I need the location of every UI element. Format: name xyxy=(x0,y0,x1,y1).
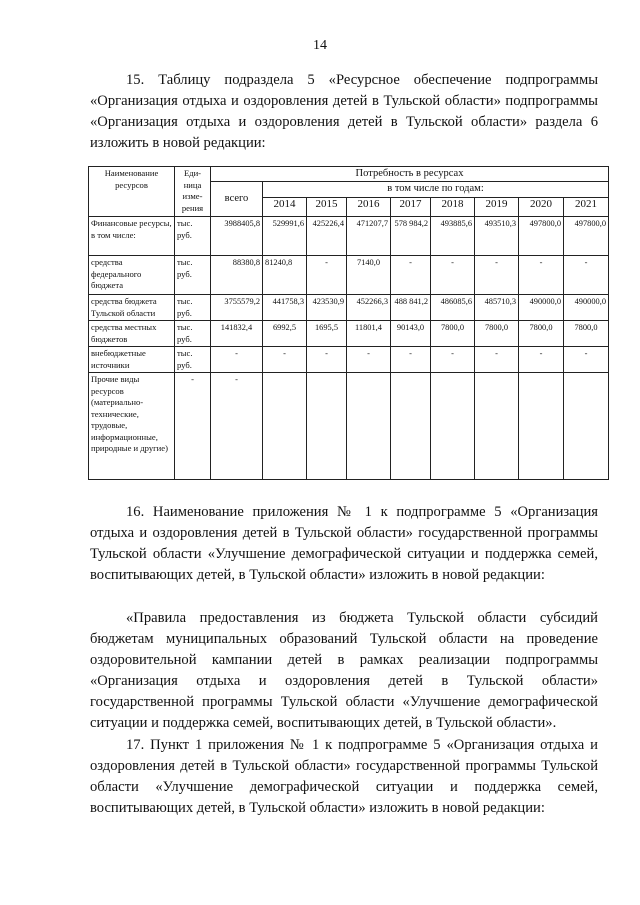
row-value: - xyxy=(475,347,519,373)
header-year: 2019 xyxy=(475,198,519,217)
row-value: 6992,5 xyxy=(263,321,307,347)
row-value: - xyxy=(519,347,564,373)
row-value: 423530,9 xyxy=(307,295,347,321)
row-value: - xyxy=(263,347,307,373)
row-value xyxy=(431,373,475,480)
header-need: Потребность в ресурсах xyxy=(211,167,609,182)
row-unit: тыс. руб. xyxy=(175,347,211,373)
row-value: 441758,3 xyxy=(263,295,307,321)
row-unit: - xyxy=(175,373,211,480)
row-value xyxy=(564,373,609,480)
table-row xyxy=(89,373,609,480)
row-value xyxy=(263,373,307,480)
row-value: 1695,5 xyxy=(307,321,347,347)
row-value: - xyxy=(391,256,431,295)
row-name: Прочие виды ресурсов (материально-технические, трудовые, информационные, природные и другие) xyxy=(89,373,175,480)
header-year: 2015 xyxy=(307,198,347,217)
row-value: 490000,0 xyxy=(519,295,564,321)
paragraph-quote: «Правила предоставления из бюджета Тульской области субсидий бюджетам муниципальных образований Тульской области на проведение оздоровительной кампании детей в рамках реализации подпрограммы «Организация отдыха и оздоровления детей в Тульской области» государственной программы Тульской области «Улучшение демографической ситуации и поддержка семей, воспитывающих детей, в Тульской области». xyxy=(90,610,598,731)
row-value: 90143,0 xyxy=(391,321,431,347)
row-total: 3755579,2 xyxy=(211,295,263,321)
row-unit: тыс. руб. xyxy=(175,256,211,295)
row-value: 425226,4 xyxy=(307,217,347,256)
header-year: 2017 xyxy=(391,198,431,217)
resource-table xyxy=(88,166,609,480)
header-by-years: в том числе по годам: xyxy=(263,182,609,198)
header-total: всего xyxy=(211,182,263,217)
page-number: 14 xyxy=(313,38,327,53)
row-value xyxy=(307,373,347,480)
row-value: 7800,0 xyxy=(475,321,519,347)
row-name: средства федерального бюджета xyxy=(89,256,175,295)
row-value: 497800,0 xyxy=(564,217,609,256)
row-name: внебюджетные источники xyxy=(89,347,175,373)
row-value: 11801,4 xyxy=(347,321,391,347)
row-value: - xyxy=(431,347,475,373)
row-value: 7800,0 xyxy=(431,321,475,347)
table-row xyxy=(89,256,609,295)
row-total: 3988405,8 xyxy=(211,217,263,256)
row-value: 452266,3 xyxy=(347,295,391,321)
row-value: 485710,3 xyxy=(475,295,519,321)
row-unit: тыс. руб. xyxy=(175,295,211,321)
row-total: 88380,8 xyxy=(211,256,263,295)
row-value: - xyxy=(431,256,475,295)
row-value: - xyxy=(519,256,564,295)
row-total: 141832,4 xyxy=(211,321,263,347)
table-row xyxy=(89,347,609,373)
row-unit: тыс. руб. xyxy=(175,217,211,256)
header-unit: Еди-ница изме-рения xyxy=(175,167,211,217)
header-year: 2020 xyxy=(519,198,564,217)
row-value: 471207,7 xyxy=(347,217,391,256)
paragraph-15: 15. Таблицу подраздела 5 «Ресурсное обеспечение подпрограммы «Организация отдыха и оздоровления детей в Тульской области» подпрограммы «Организация отдыха и оздоровления детей в Тульской области» раздела 6 изложить в новой редакции: xyxy=(90,72,598,151)
row-value: - xyxy=(307,256,347,295)
row-value xyxy=(519,373,564,480)
row-value: 7140,0 xyxy=(347,256,391,295)
row-value xyxy=(347,373,391,480)
paragraph-17: 17. Пункт 1 приложения № 1 к подпрограмме 5 «Организация отдыха и оздоровления детей в Тульской области» государственной программы Тульской области «Улучшение демографической ситуации и поддержка семей, воспитывающих детей, в Тульской области» изложить в новой редакции: xyxy=(90,737,598,816)
row-value: - xyxy=(564,256,609,295)
row-value: 81240,8 xyxy=(263,256,307,295)
header-year: 2018 xyxy=(431,198,475,217)
row-total: - xyxy=(211,347,263,373)
row-name: Финансовые ресурсы, в том числе: xyxy=(89,217,175,256)
header-year: 2016 xyxy=(347,198,391,217)
row-unit: тыс. руб. xyxy=(175,321,211,347)
row-value: 493510,3 xyxy=(475,217,519,256)
header-year: 2014 xyxy=(263,198,307,217)
row-value: 486085,6 xyxy=(431,295,475,321)
header-name: Наименование ресурсов xyxy=(89,167,175,217)
table-row xyxy=(89,321,609,347)
row-value: 493885,6 xyxy=(431,217,475,256)
table-row xyxy=(89,295,609,321)
row-value xyxy=(475,373,519,480)
row-value: - xyxy=(475,256,519,295)
row-value: 529991,6 xyxy=(263,217,307,256)
row-value: 497800,0 xyxy=(519,217,564,256)
row-value: - xyxy=(391,347,431,373)
header-year: 2021 xyxy=(564,198,609,217)
row-value: 7800,0 xyxy=(564,321,609,347)
row-value xyxy=(391,373,431,480)
row-value: 490000,0 xyxy=(564,295,609,321)
row-value: 578 984,2 xyxy=(391,217,431,256)
row-value: - xyxy=(564,347,609,373)
row-value: - xyxy=(307,347,347,373)
row-total: - xyxy=(211,373,263,480)
table-row xyxy=(89,217,609,256)
row-value: 488 841,2 xyxy=(391,295,431,321)
row-name: средства бюджета Тульской области xyxy=(89,295,175,321)
row-value: 7800,0 xyxy=(519,321,564,347)
row-value: - xyxy=(347,347,391,373)
paragraph-16: 16. Наименование приложения № 1 к подпрограмме 5 «Организация отдыха и оздоровления детей в Тульской области» государственной программы Тульской области «Улучшение демографической ситуации и поддержка семей, воспитывающих детей, в Тульской области» изложить в новой редакции: xyxy=(90,504,598,583)
row-name: средства местных бюджетов xyxy=(89,321,175,347)
